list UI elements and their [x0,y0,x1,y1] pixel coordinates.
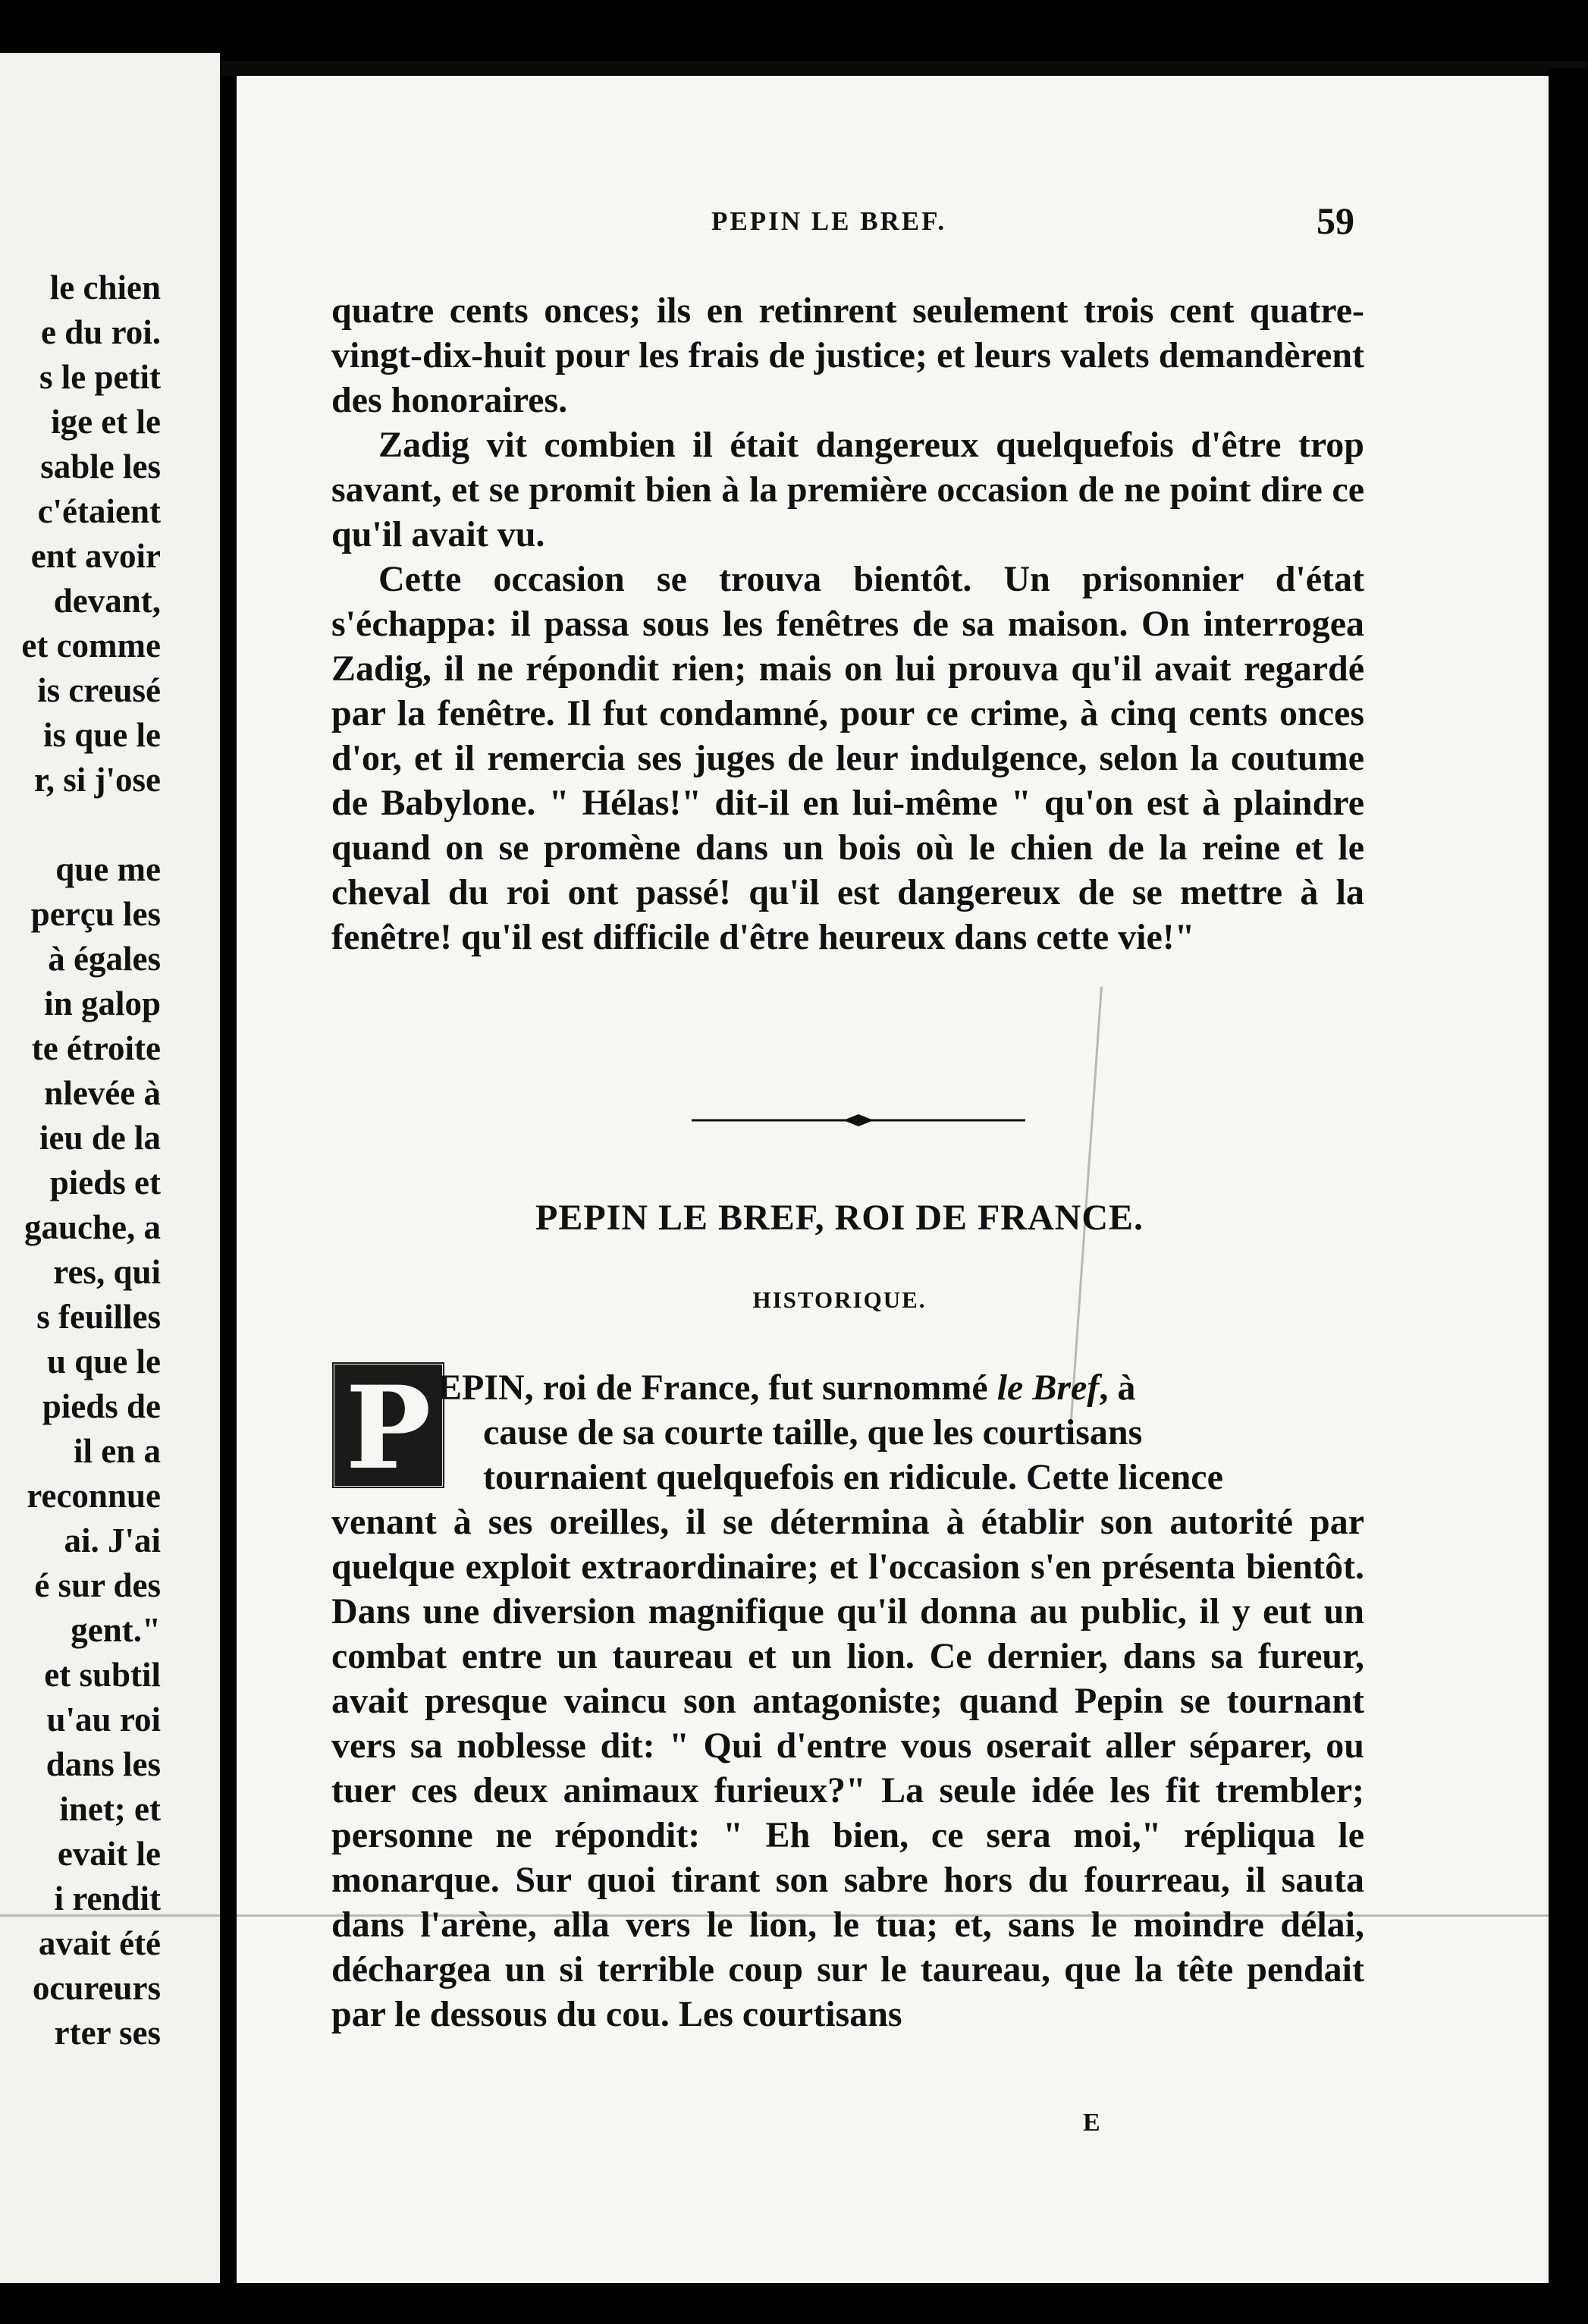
left-page-line: gent." [71,1611,161,1649]
left-page-line: que me [55,850,161,888]
left-page-line: à égales [48,940,161,978]
continuation-text [331,288,1364,959]
left-page-line: et subtil [44,1656,161,1694]
section-body [331,1500,1364,2037]
paragraph-3: Cette occasion se trouva bientôt. Un prisonnier d'état s'échappa: il passa sous les fenêtres de sa maison. On interrogea Zadig, il ne répondit rien; mais on lui prouva qu'il avait regardé par la fenêtre. Il fut condamné, pour ce crime, à cinq cents onces d'or, et il remercia ses juges de leur indulgence, selon la coutume de Babylone. " Hélas!" dit-il en lui-même " qu'on est à plaindre quand on se promène dans un bois où le chien de la reine et le cheval du roi ont passé! qu'il est dangereux de se mettre à la fenêtre! qu'il est difficile d'être heureux dans cette vie!" [331,559,1364,957]
left-page-line: is creusé [37,671,161,709]
opening-line-1-end: , à [1099,1368,1136,1408]
left-page-line: s le petit [39,358,161,396]
signature-mark: E [1083,2109,1100,2137]
left-page-line: u'au roi [46,1701,161,1738]
left-page-line: devant, [53,582,161,620]
scan-top-border [0,0,1588,61]
left-page-line: rter ses [54,2014,161,2052]
paragraph-1: quatre cents onces; ils en retinrent seulement trois cent quatre-vingt-dix-huit pour les frais de justice; et leurs valets demandèrent des honoraires. [331,290,1364,420]
left-page-line: res, qui [53,1253,161,1291]
left-page-line: ent avoir [30,537,161,575]
opening-line-2: cause de sa courte taille, que les courtisans [483,1412,1143,1452]
left-page-line: il en a [73,1432,161,1470]
left-page-line: u que le [46,1343,161,1380]
left-page-line: c'étaient [37,492,161,530]
left-page-line: s feuilles [36,1298,161,1336]
left-page-line: reconnue [27,1477,161,1515]
left-page-line: in galop [44,985,161,1022]
opening-line-3: tournaient quelquefois en ridicule. Cette licence [483,1457,1223,1497]
left-page-line: et comme [21,627,161,664]
left-page-line: avait été [38,1924,161,1962]
left-page-line: ai. J'ai [64,1522,161,1559]
left-page-line: dans les [46,1745,161,1783]
left-page-line: ocureurs [32,1969,161,2007]
section-divider-ornament [692,1109,1025,1132]
left-page-line: e du roi. [41,313,161,351]
left-page-line: gauche, a [24,1208,161,1246]
left-page-line: evait le [57,1835,161,1873]
page-fold-mark [0,1914,1588,1917]
left-page-line: nlevée à [44,1074,161,1112]
left-page-line: i rendit [54,1880,161,1917]
left-page-line: le chien [49,269,161,306]
left-page-line: r, si j'ose [33,761,161,799]
left-page-line: ieu de la [39,1119,161,1157]
left-page-fragment [0,53,220,2283]
section-paragraph: venant à ses oreilles, il se détermina à établir son autorité par quelque exploit extraordinaire; et l'occasion s'en présenta bientôt. Dans une diversion magnifique qu'il donna au public, il y eut un combat entre un taureau et un lion. Ce dernier, dans sa fureur, avait presque vaincu son antagoniste; quand Pepin se tournant vers sa noblesse dit: " Qui d'entre vous oserait aller séparer, ou tuer ces deux animaux furieux?" La seule idée les fit trembler; personne ne répondit: " Eh bien, ce sera moi," répliqua le monarque. Sur quoi tirant son sabre hors du fourreau, il sauta dans l'arène, alla vers le lion, le tua; et, sans le moindre délai, déchargea un si terrible coup sur le taureau, que la tête pendait par le dessous du cou. Les courtisans [331,1502,1364,2034]
left-page-line: é sur des [34,1566,161,1604]
scan-bottom-border [0,2283,1588,2324]
section-title: PEPIN LE BREF, ROI DE FRANCE. [535,1198,1144,1238]
left-page-line: inet; et [59,1790,161,1828]
scan-right-border [1549,68,1588,2283]
left-page-line: pieds de [42,1387,161,1425]
left-page-line: is que le [42,716,161,754]
left-page-line: perçu les [30,895,161,933]
section-subtitle: HISTORIQUE. [752,1286,927,1313]
gutter-shadow [220,76,237,2283]
epithet: le Bref [996,1368,1100,1408]
drop-cap-initial: P [331,1361,445,1489]
opening-lines [331,1365,1364,1500]
opening-line-1-text: EPIN, roi de France, fut surnommé [438,1368,997,1408]
left-page-line: ige et le [51,403,161,441]
running-head: PEPIN LE BREF. [711,206,947,236]
opening-line-1 [331,1365,1364,1410]
left-page-line: te étroite [31,1029,161,1067]
left-page-text [0,265,161,2055]
left-page-line: sable les [40,448,161,485]
left-page-line [0,802,161,847]
page-number: 59 [1317,199,1354,242]
left-page-line: pieds et [49,1164,161,1201]
paragraph-2: Zadig vit combien il était dangereux quelquefois d'être trop savant, et se promit bien à la première occasion de ne point dire ce qu'il avait vu. [331,425,1364,554]
